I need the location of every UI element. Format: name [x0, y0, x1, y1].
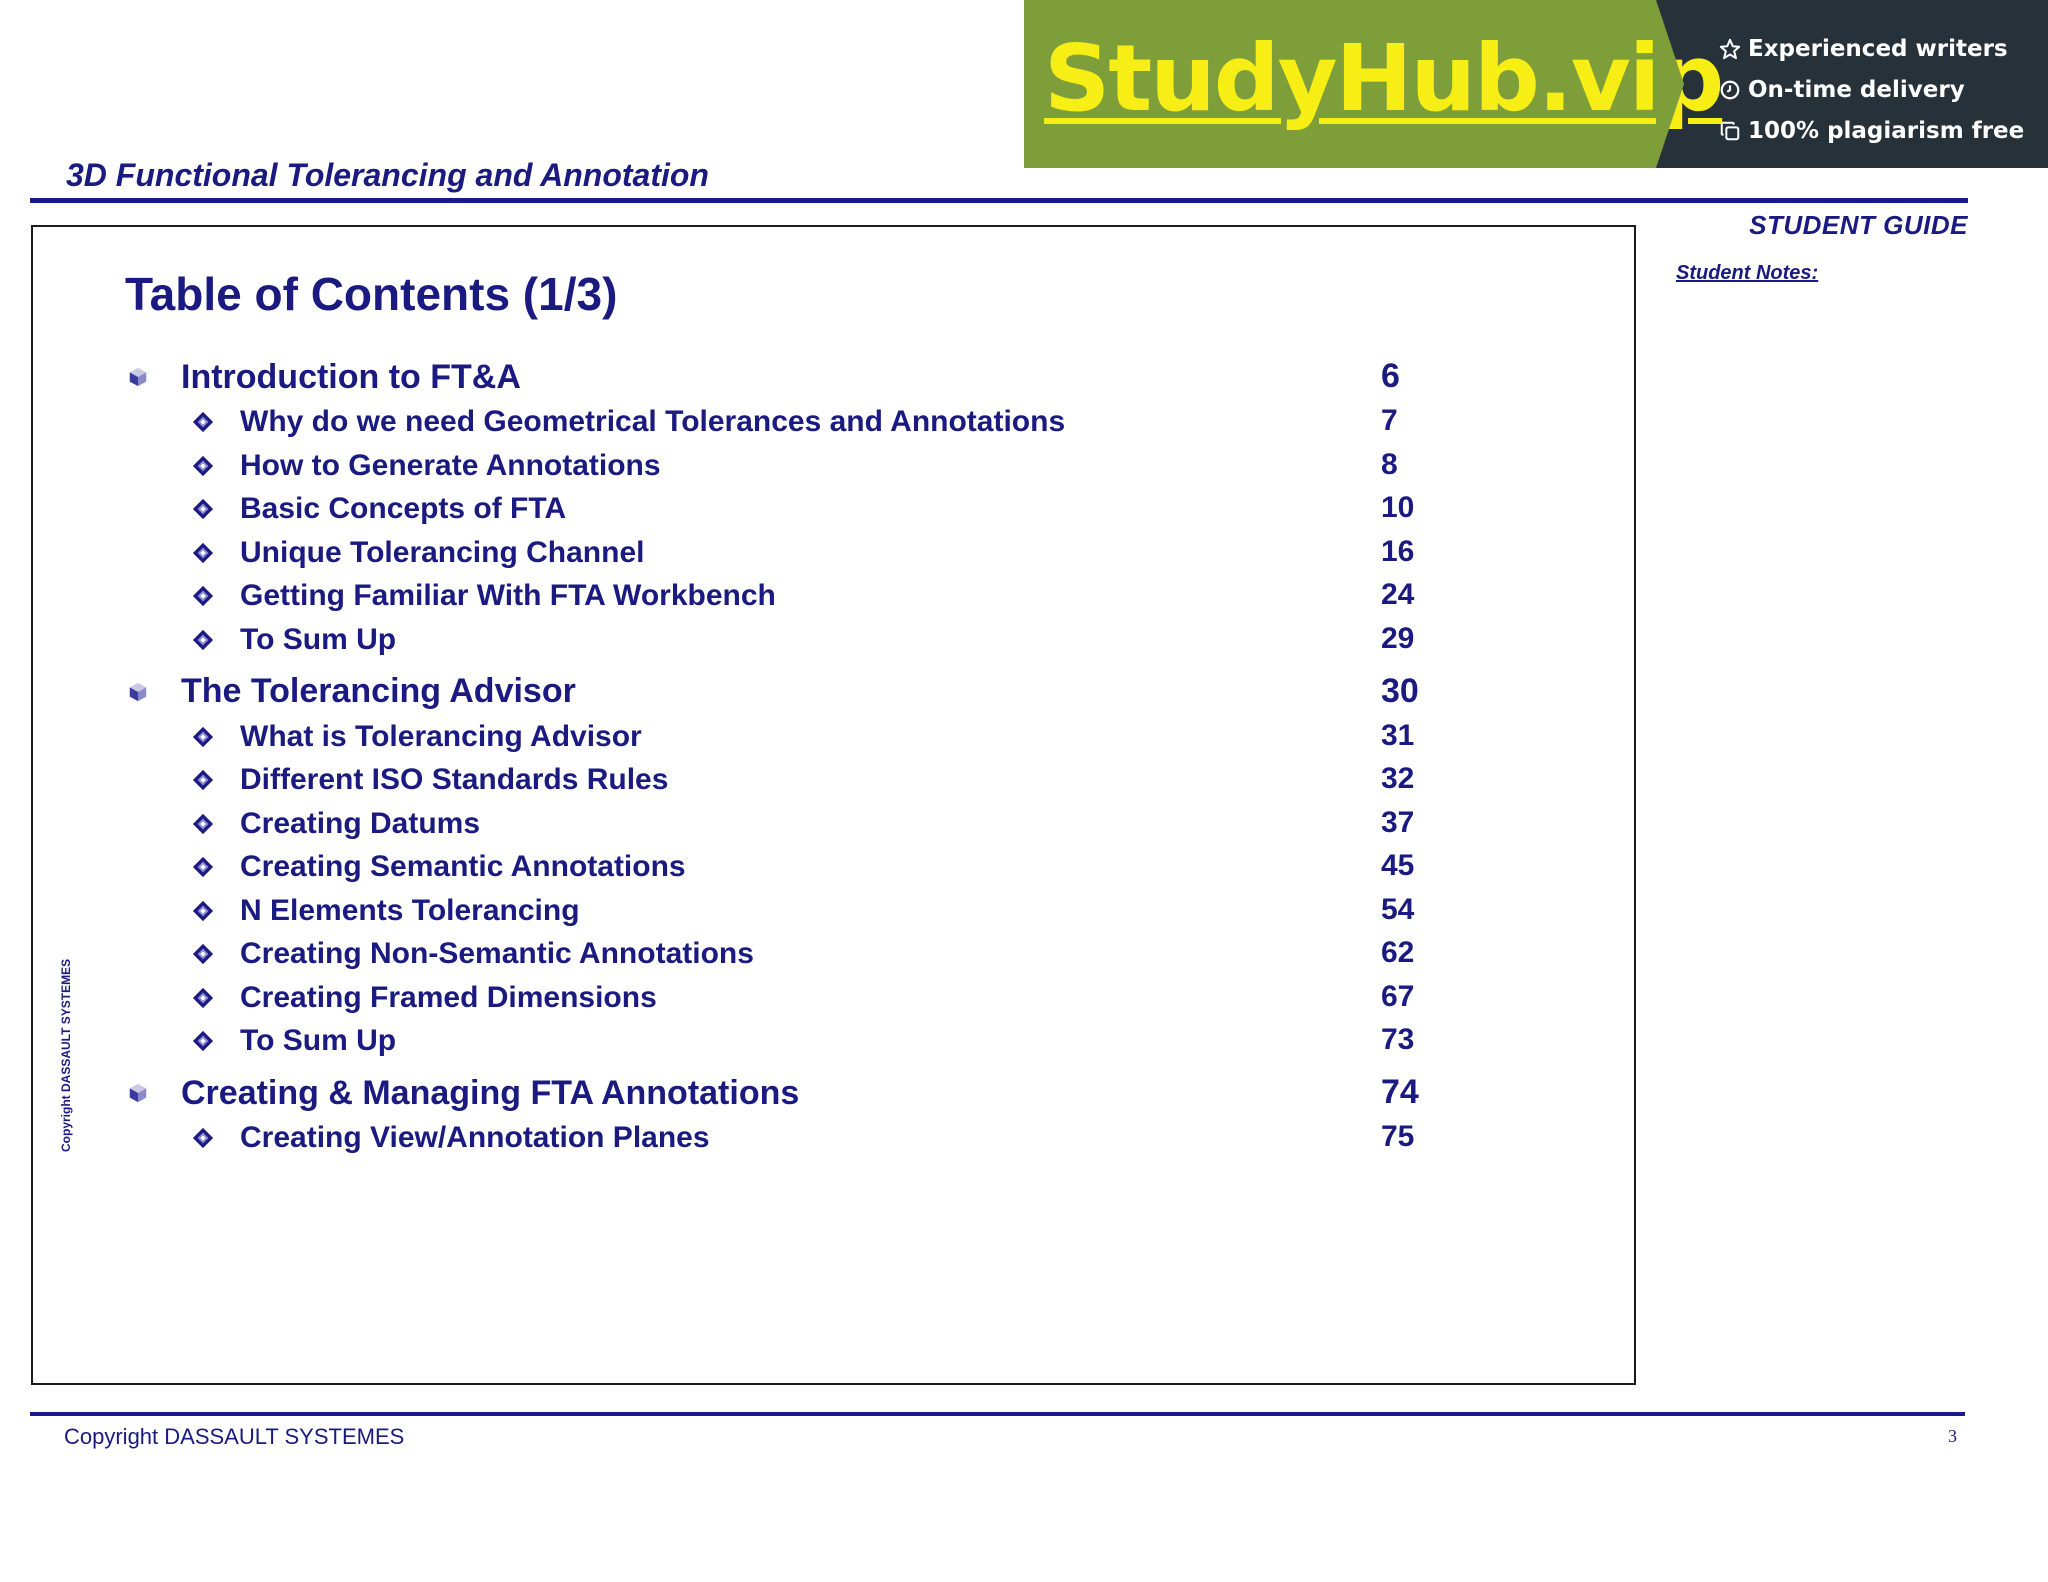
toc-section-label: The Tolerancing Advisor	[181, 672, 576, 710]
toc-item-label: Why do we need Geometrical Tolerances and Annotations	[240, 405, 1066, 438]
diamond-bullet-icon	[190, 627, 216, 653]
toc-item[interactable]	[190, 489, 566, 529]
toc-item-page: 24	[1381, 578, 1415, 611]
toc-item-page: 7	[1381, 404, 1398, 437]
toc-item[interactable]	[190, 446, 661, 486]
toc-item[interactable]	[190, 804, 480, 844]
toc-item-label: Basic Concepts of FTA	[240, 492, 567, 525]
feature-text: On-time delivery	[1748, 76, 1965, 103]
toc-section-label: Creating & Managing FTA Annotations	[181, 1073, 800, 1112]
cube-bullet-icon	[125, 1080, 151, 1106]
side-copyright: Copyright DASSAULT SYSTEMES	[59, 958, 73, 1152]
toc-item[interactable]	[190, 717, 642, 757]
toc-item-label: Creating Semantic Annotations	[240, 850, 686, 883]
diamond-bullet-icon	[190, 811, 216, 837]
diamond-bullet-icon	[190, 898, 216, 924]
toc-item-page: 29	[1381, 621, 1415, 655]
student-notes-label: Student Notes:	[1676, 262, 1819, 284]
toc-item-page: 37	[1381, 805, 1415, 839]
feature-text: 100% plagiarism free	[1748, 117, 2025, 144]
banner-brand	[1024, 0, 1723, 168]
toc-item-page: 67	[1381, 979, 1415, 1013]
toc-item-page: 54	[1381, 892, 1415, 926]
toc-item[interactable]	[190, 934, 754, 974]
footer-divider	[30, 1412, 1965, 1416]
diamond-bullet-icon	[190, 409, 216, 435]
toc-item-label: N Elements Tolerancing	[240, 893, 580, 927]
toc-item-page: 16	[1381, 534, 1415, 568]
toc-item[interactable]	[190, 620, 396, 660]
toc-item[interactable]	[190, 402, 1065, 442]
toc-item-label: Creating Non-Semantic Annotations	[240, 937, 754, 970]
feature-item	[1718, 69, 2048, 110]
banner-logo: StudyHub.vip	[1044, 25, 1723, 132]
toc-section-label: Introduction to FT&A	[181, 357, 521, 396]
toc-item-label: To Sum Up	[240, 1024, 397, 1057]
toc-section-page: 74	[1381, 1073, 1419, 1111]
toc-section-page: 6	[1381, 357, 1400, 395]
toc-item[interactable]	[190, 576, 776, 616]
page-number: 3	[1948, 1426, 1957, 1446]
promo-banner[interactable]	[1024, 0, 2048, 168]
toc-item-page: 75	[1381, 1120, 1415, 1153]
diamond-bullet-icon	[190, 1125, 216, 1151]
document-title: 3D Functional Tolerancing and Annotation	[66, 157, 709, 193]
toc-item[interactable]	[190, 891, 580, 931]
toc-item-label: How to Generate Annotations	[240, 448, 661, 482]
diamond-bullet-icon	[190, 941, 216, 967]
feature-item	[1718, 28, 2048, 69]
diamond-bullet-icon	[190, 985, 216, 1011]
header-divider	[30, 198, 1968, 203]
diamond-bullet-icon	[190, 583, 216, 609]
toc-item-page: 32	[1381, 762, 1415, 795]
toc-item-page: 31	[1381, 718, 1415, 752]
cube-bullet-icon	[125, 679, 151, 705]
toc-item[interactable]	[190, 533, 644, 573]
diamond-bullet-icon	[190, 767, 216, 793]
cube-bullet-icon	[125, 364, 151, 390]
banner-arrow-shape	[1656, 0, 1684, 168]
toc-item-label: What is Tolerancing Advisor	[240, 719, 642, 753]
toc-item-page: 45	[1381, 849, 1415, 882]
toc-item-label: Creating View/Annotation Planes	[240, 1121, 710, 1154]
diamond-bullet-icon	[190, 854, 216, 880]
toc-item-page: 8	[1381, 447, 1398, 481]
toc-section[interactable]	[125, 1071, 799, 1115]
slide-frame	[31, 225, 1636, 1385]
diamond-bullet-icon	[190, 496, 216, 522]
feature-item	[1718, 110, 2048, 151]
toc-item[interactable]	[190, 1118, 710, 1158]
toc-item-label: Creating Framed Dimensions	[240, 980, 657, 1014]
feature-text: Experienced writers	[1748, 35, 2008, 62]
toc-item-page: 62	[1381, 936, 1415, 969]
toc-item-label: Different ISO Standards Rules	[240, 763, 669, 796]
toc-item-label: Creating Datums	[240, 806, 481, 840]
diamond-bullet-icon	[190, 724, 216, 750]
page-title: Table of Contents (1/3)	[125, 268, 618, 320]
toc-section-page: 30	[1381, 671, 1419, 710]
toc-item[interactable]	[190, 1021, 396, 1061]
toc-item-page: 73	[1381, 1023, 1415, 1056]
toc-item[interactable]	[190, 760, 668, 800]
toc-item-page: 10	[1381, 491, 1415, 524]
toc-item-label: Unique Tolerancing Channel	[240, 535, 645, 569]
toc-section[interactable]	[125, 355, 521, 399]
footer-copyright: Copyright DASSAULT SYSTEMES	[64, 1424, 405, 1449]
diamond-bullet-icon	[190, 453, 216, 479]
toc-section[interactable]	[125, 670, 576, 714]
diamond-bullet-icon	[190, 1028, 216, 1054]
toc-item[interactable]	[190, 978, 657, 1018]
toc-item-label: Getting Familiar With FTA Workbench	[240, 579, 776, 612]
toc-item[interactable]	[190, 847, 686, 887]
toc-item-label: To Sum Up	[240, 622, 397, 656]
diamond-bullet-icon	[190, 540, 216, 566]
student-guide-label: STUDENT GUIDE	[1749, 210, 1968, 240]
